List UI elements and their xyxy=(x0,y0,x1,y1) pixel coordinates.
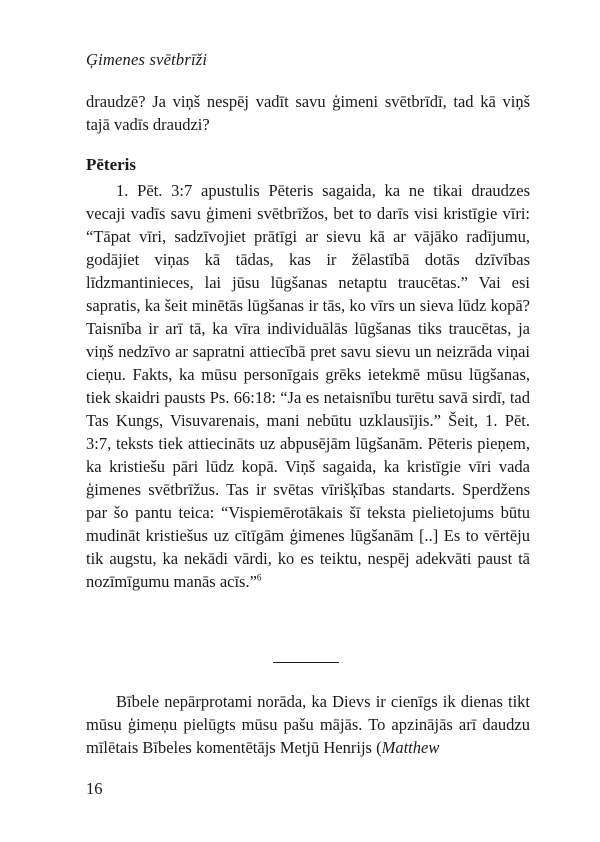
after-divider-italic: Matthew xyxy=(381,738,440,757)
section-divider xyxy=(273,662,339,663)
after-divider-paragraph xyxy=(86,690,530,759)
after-divider-text: Bībele nepārprotami norāda, ka Dievs ir cienīgs ik dienas tikt mūsu ģimeņu pielūgts mūsu pašu mājās. To apzinājās arī daudzu mīlētais Bībeles komentētājs Metjū Henrijs ( xyxy=(86,692,530,757)
page-number: 16 xyxy=(86,779,103,798)
continued-paragraph: draudzē? Ja viņš nespēj vadīt savu ģimeni svētbrīdī, tad kā viņš tajā vadīs draudzi? xyxy=(86,92,530,134)
section-paragraph xyxy=(86,179,530,593)
section-paragraph-text: 1. Pēt. 3:7 apustulis Pēteris sagaida, ka ne tikai draudzes vecaji vadīs savu ģimeni svētbrīžos, bet to darīs visi kristīgie vīri: “Tāpat vīri, sadzīvojiet prātīgi ar sievu kā ar vājāko radījumu, godājiet viņas kā tādas, kas ir žēlastībā dotās dzīvības līdzmantinieces, lai jūsu lūgšanas netaptu traucētas.” Vai esi sapratis, ka šeit minētās lūgšanas ir tās, ko vīrs un sieva lūdz kopā? Taisnība ir arī tā, ka vīra individuālās lūgšanas tiks traucētas, ja viņš nedzīvo ar sapratni attiecībā pret savu sievu un neizrāda viņai cieņu. Fakts, ka mūsu personīgais grēks ietekmē mūsu lūgšanas, tiek skaidri pausts Ps. 66:18: “Ja es netaisnību turētu savā sirdī, tad Tas Kungs, Visuvarenais, mani nebūtu uzklausījis.” Šeit, 1. Pēt. 3:7, teksts tiek attiecināts uz abpusējām lūgšanām. Pēteris pieņem, ka kristiešu pāri lūdz kopā. Viņš sagaida, ka kristīgie vīri vada ģimenes svētbrīžus. Tas ir svētas vīrišķības standarts. Sperdžens par šo pantu teica: “Vispiemērotākais šī teksta pielietojums būtu mudināt kristiešus uz cītīgām ģimenes lūgšanām [..] Es to vērtēju tik augstu, ka nekādi vārdi, ko es teiktu, nespēj adekvāti paust tā nozīmīgumu manās acīs.” xyxy=(86,181,530,591)
footnote-marker: 6 xyxy=(256,572,262,583)
running-header: Ģimenes svētbrīži xyxy=(86,50,208,69)
section-heading: Pēteris xyxy=(86,155,137,174)
